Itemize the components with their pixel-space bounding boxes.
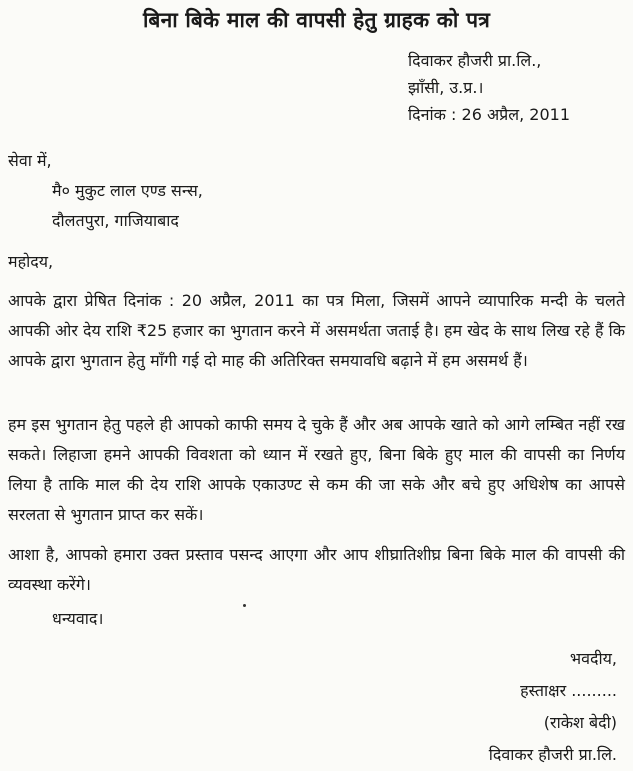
closing-block xyxy=(397,643,617,771)
scan-speck xyxy=(243,604,246,607)
valediction: भवदीय, xyxy=(569,649,617,668)
recipient-name: मै० मुकुट लाल एण्ड सन्स, xyxy=(52,181,203,200)
signer-name: (राकेश बेदी) xyxy=(543,713,617,732)
sender-company: दिवाकर हौजरी प्रा.लि., xyxy=(408,51,542,70)
body-paragraph-2: हम इस भुगतान हेतु पहले ही आपको काफी समय दे चुके हैं और अब आपके खाते को आगे लम्बित नहीं रख सकते। लिहाजा हमने आपकी विवशता को ध्यान में रखते हुए, बिना बिके हुए माल की वापसी का निर्णय लिया है ताकि माल की देय राशि आपके एकाउण्ट से कम की जा सके और बचे हुए अधिशेष का आपसे सरलता से भुगतान प्राप्त कर सकें। xyxy=(8,415,625,524)
body-paragraph-1: आपके द्वारा प्रेषित दिनांक : 20 अप्रैल, 2011 का पत्र मिला, जिसमें आपने व्यापारिक मन्दी के चलते आपकी ओर देय राशि ₹25 हजार का भुगतान करने में असमर्थता जताई है। हम खेद के साथ लिख रहे हैं कि आपके द्वारा भुगतान हेतु माँगी गई दो माह की अतिरिक्त समयावधि बढ़ाने में हम असमर्थ हैं। xyxy=(8,291,625,370)
recipient-block xyxy=(52,176,203,236)
sender-city: झाँसी, उ.प्र.। xyxy=(408,78,484,97)
body-paragraph-3: आशा है, आपको हमारा उक्त प्रस्ताव पसन्द आएगा और आप शीघ्रातिशीघ्र बिना बिके माल की वापसी की व्यवस्था करेंगे। xyxy=(8,545,625,594)
letter-date: दिनांक : 26 अप्रैल, 2011 xyxy=(408,105,571,124)
salutation-prefix: सेवा में, xyxy=(8,151,52,170)
signature-line: हस्ताक्षर ......... xyxy=(520,681,617,700)
thanks-line: धन्यवाद। xyxy=(52,609,104,628)
sender-block xyxy=(408,47,570,128)
letter-title: बिना बिके माल की वापसी हेतु ग्राहक को पत्र xyxy=(142,8,491,32)
recipient-address: दौलतपुरा, गाजियाबाद xyxy=(52,211,179,230)
signer-company: दिवाकर हौजरी प्रा.लि. xyxy=(488,745,617,764)
greeting: महोदय, xyxy=(8,252,54,271)
